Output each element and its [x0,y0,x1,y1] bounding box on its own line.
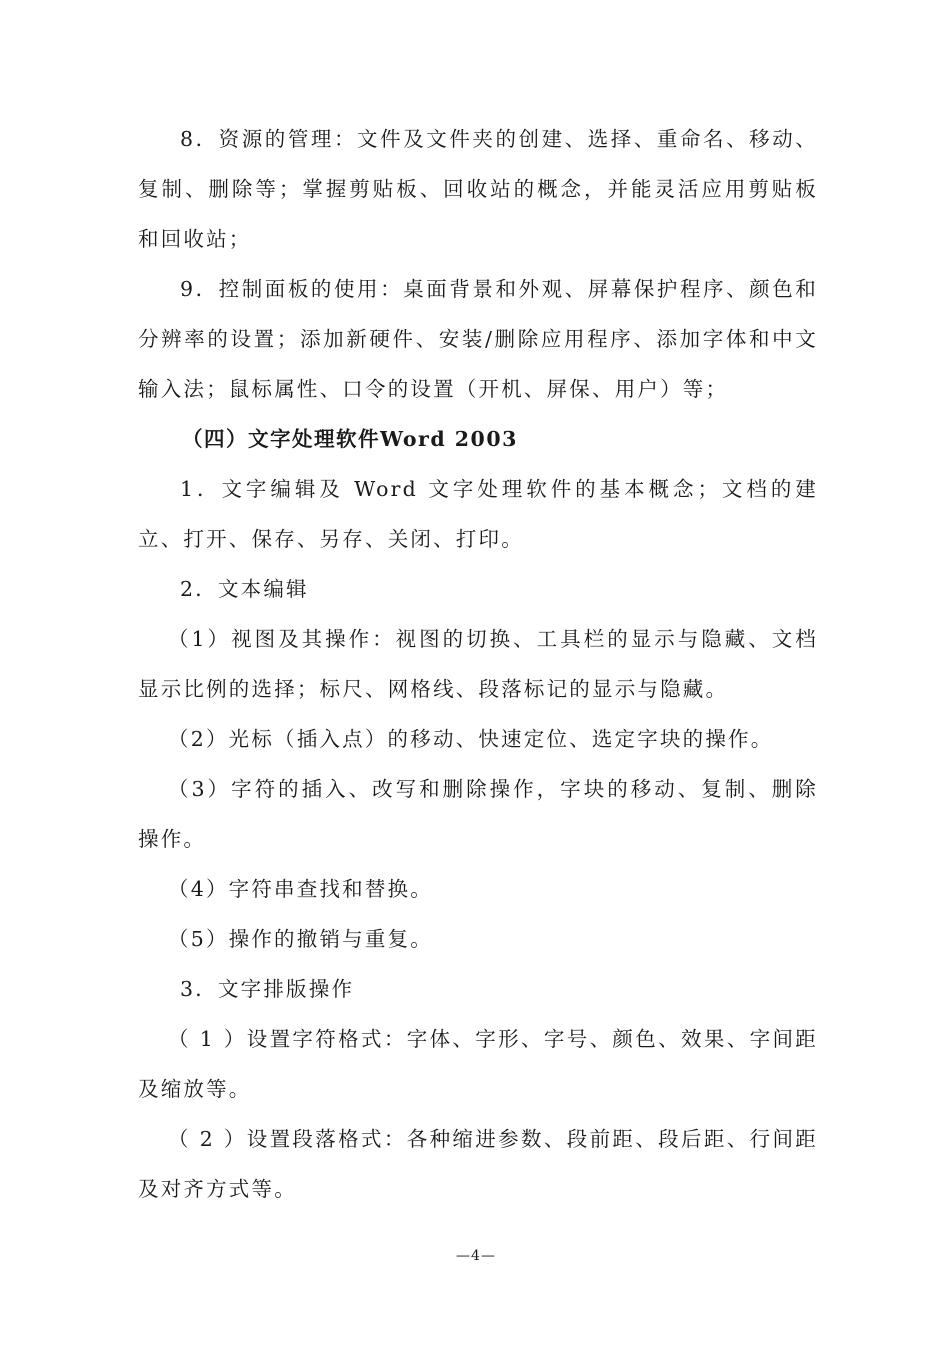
paragraph-char-format: （ 1 ）设置字符格式：字体、字形、字号、颜色、效果、字间距及缩放等。 [138,1027,818,1101]
paragraph-control-panel: 9．控制面板的使用：桌面背景和外观、屏幕保护程序、颜色和分辨率的设置；添加新硬件、安装/删除应用程序、添加字体和中文输入法；鼠标属性、口令的设置（开机、屏保、用户）等； [138,277,818,401]
paragraph-cursor-movement: （2）光标（插入点）的移动、快速定位、选定字块的操作。 [168,727,774,751]
paragraph-char-insert: （3）字符的插入、改写和删除操作，字块的移动、复制、删除操作。 [138,777,818,851]
section-heading-word: （四）文字处理软件Word 2003 [182,427,518,451]
paragraph-typesetting-title: 3．文字排版操作 [180,977,355,1001]
paragraph-undo-redo: （5）操作的撤销与重复。 [168,927,433,951]
paragraph-para-format: （ 2 ）设置段落格式：各种缩进参数、段前距、段后距、行间距及对齐方式等。 [138,1127,818,1201]
paragraph-word-basics: 1．文字编辑及 Word 文字处理软件的基本概念；文档的建立、打开、保存、另存、关闭、打印。 [138,477,818,551]
paragraph-resource-management: 8．资源的管理：文件及文件夹的创建、选择、重命名、移动、复制、删除等；掌握剪贴板、回收站的概念，并能灵活应用剪贴板和回收站； [138,127,818,251]
page-number: —4— [456,1248,496,1264]
document-page [138,114,818,1214]
paragraph-text-editing-title: 2．文本编辑 [180,577,309,601]
paragraph-find-replace: （4）字符串查找和替换。 [168,877,433,901]
paragraph-view-operations: （1）视图及其操作：视图的切换、工具栏的显示与隐藏、文档显示比例的选择；标尺、网格线、段落标记的显示与隐藏。 [138,627,818,701]
